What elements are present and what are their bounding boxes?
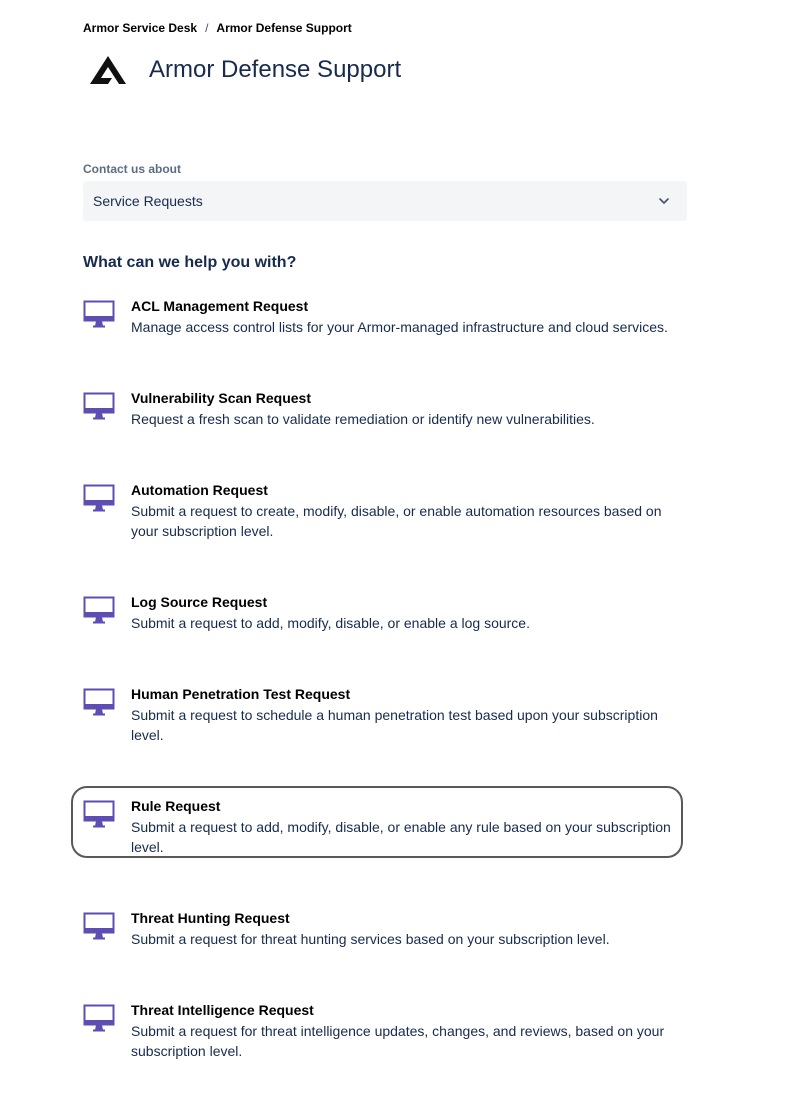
help-heading: What can we help you with? bbox=[83, 254, 297, 271]
request-type-automation[interactable] bbox=[83, 481, 683, 541]
contact-us-label: Contact us about bbox=[83, 162, 181, 176]
breadcrumb-item-service-desk[interactable]: Armor Service Desk bbox=[83, 21, 198, 35]
request-type-name: Rule Request bbox=[131, 798, 221, 814]
request-type-text bbox=[131, 909, 683, 949]
breadcrumb-separator: / bbox=[205, 21, 209, 35]
request-type-description: Submit a request to add, modify, disable, or enable any rule based on your subscription level. bbox=[131, 819, 671, 855]
breadcrumb bbox=[83, 21, 352, 35]
request-type-description: Submit a request for threat intelligence updates, changes, and reviews, based on your subscription level. bbox=[131, 1023, 665, 1059]
request-type-name: Threat Intelligence Request bbox=[131, 1002, 314, 1018]
request-type-name: Human Penetration Test Request bbox=[131, 686, 351, 702]
request-type-name: Vulnerability Scan Request bbox=[131, 390, 311, 406]
computer-monitor-icon bbox=[83, 687, 115, 719]
request-type-human-penetration-test[interactable] bbox=[83, 685, 683, 745]
request-type-text bbox=[131, 797, 683, 857]
request-type-text bbox=[131, 481, 683, 541]
request-type-acl-management[interactable] bbox=[83, 297, 683, 337]
computer-monitor-icon bbox=[83, 595, 115, 627]
request-type-name: Threat Hunting Request bbox=[131, 910, 290, 926]
computer-monitor-icon bbox=[83, 911, 115, 943]
armor-logo-icon bbox=[88, 50, 128, 90]
request-type-name: Automation Request bbox=[131, 482, 268, 498]
chevron-down-icon bbox=[656, 193, 672, 209]
request-type-description: Manage access control lists for your Armor-managed infrastructure and cloud services. bbox=[131, 319, 668, 335]
contact-us-select[interactable] bbox=[83, 181, 687, 221]
request-type-name: ACL Management Request bbox=[131, 298, 309, 314]
breadcrumb-item-defense-support[interactable]: Armor Defense Support bbox=[216, 21, 352, 35]
computer-monitor-icon bbox=[83, 391, 115, 423]
request-type-description: Submit a request for threat hunting services based on your subscription level. bbox=[131, 931, 610, 947]
request-type-threat-intelligence[interactable] bbox=[83, 1001, 683, 1061]
request-type-log-source[interactable] bbox=[83, 593, 683, 633]
computer-monitor-icon bbox=[83, 799, 115, 831]
request-type-name: Log Source Request bbox=[131, 594, 268, 610]
computer-monitor-icon bbox=[83, 299, 115, 331]
portal-header bbox=[88, 50, 401, 90]
request-type-text bbox=[131, 685, 683, 745]
computer-monitor-icon bbox=[83, 483, 115, 515]
request-type-description: Submit a request to create, modify, disable, or enable automation resources based on your subscription level. bbox=[131, 503, 662, 539]
request-type-text bbox=[131, 389, 683, 429]
computer-monitor-icon bbox=[83, 1003, 115, 1035]
request-type-rule[interactable] bbox=[83, 797, 683, 857]
request-type-text bbox=[131, 297, 683, 337]
request-type-text bbox=[131, 593, 683, 633]
contact-us-selected-value: Service Requests bbox=[93, 193, 203, 209]
request-type-text bbox=[131, 1001, 683, 1061]
request-type-description: Submit a request to add, modify, disable, or enable a log source. bbox=[131, 615, 530, 631]
request-type-description: Request a fresh scan to validate remediation or identify new vulnerabilities. bbox=[131, 411, 595, 427]
page-title: Armor Defense Support bbox=[149, 56, 402, 83]
request-type-threat-hunting[interactable] bbox=[83, 909, 683, 949]
request-type-vulnerability-scan[interactable] bbox=[83, 389, 683, 429]
request-type-description: Submit a request to schedule a human penetration test based upon your subscription level. bbox=[131, 707, 658, 743]
